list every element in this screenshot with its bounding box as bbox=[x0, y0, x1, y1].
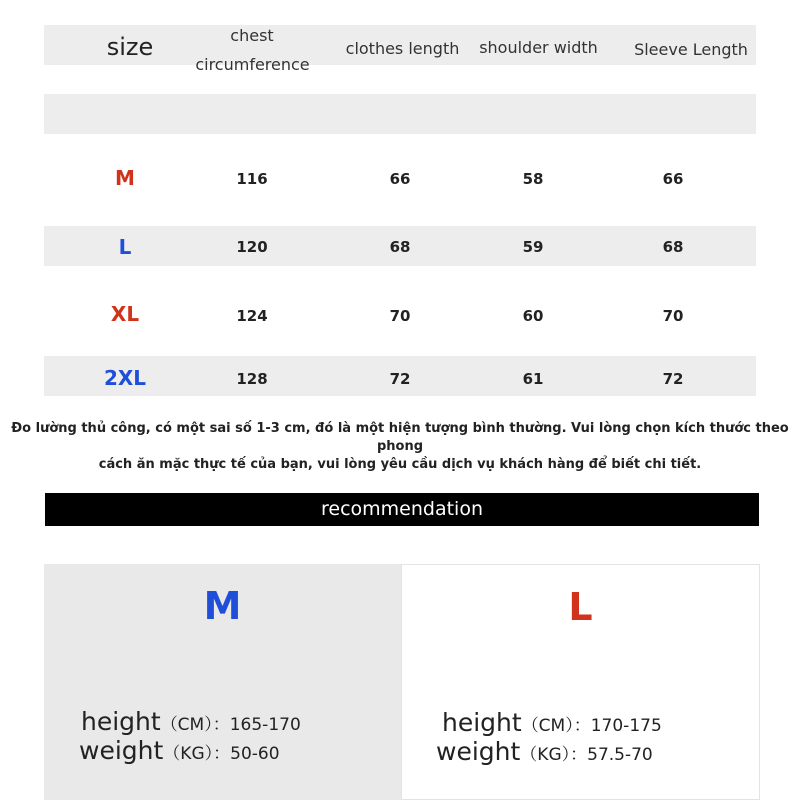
header-chest-line1: chest bbox=[230, 26, 274, 45]
cell-length-xl: 70 bbox=[389, 307, 411, 325]
size-label-xl: XL bbox=[110, 302, 140, 326]
recommendation-card-m bbox=[44, 564, 401, 800]
weight-value: 50-60 bbox=[230, 744, 280, 764]
cell-length-m: 66 bbox=[389, 170, 411, 188]
cell-length-l: 68 bbox=[389, 238, 411, 256]
cell-chest-l: 120 bbox=[236, 238, 268, 256]
card-size-l: L bbox=[568, 585, 593, 629]
height-word: height bbox=[81, 707, 161, 736]
recommendation-title: recommendation bbox=[320, 498, 483, 520]
height-value: 165-170 bbox=[229, 715, 301, 735]
height-unit: （CM）： bbox=[160, 715, 230, 735]
header-shoulder-width: shoulder width bbox=[479, 38, 598, 57]
size-label-2xl: 2XL bbox=[103, 366, 147, 390]
header-sleeve-length: Sleeve Length bbox=[634, 40, 748, 59]
card-size-m: M bbox=[203, 584, 242, 628]
note-line-2: cách ăn mặc thực tế của bạn, vui lòng yêu cầu dịch vụ khách hàng để biết chi tiết. bbox=[98, 457, 702, 472]
cell-sleeve-2xl: 72 bbox=[662, 370, 684, 388]
cell-shoulder-l: 59 bbox=[522, 238, 544, 256]
size-label-m: M bbox=[115, 166, 135, 190]
weight-value: 57.5-70 bbox=[587, 745, 653, 765]
header-size: size bbox=[106, 33, 154, 61]
height-line-m bbox=[81, 707, 301, 736]
cell-sleeve-xl: 70 bbox=[662, 307, 684, 325]
weight-unit: （KG）： bbox=[520, 745, 588, 765]
weight-word: weight bbox=[436, 737, 521, 766]
cell-shoulder-m: 58 bbox=[522, 170, 544, 188]
cell-length-2xl: 72 bbox=[389, 370, 411, 388]
cell-chest-m: 116 bbox=[236, 170, 268, 188]
recommendation-card-l bbox=[401, 564, 760, 800]
cell-shoulder-xl: 60 bbox=[522, 307, 544, 325]
recommendation-header-bar bbox=[45, 493, 759, 526]
height-word: height bbox=[442, 708, 522, 737]
size-label-l: L bbox=[118, 235, 132, 259]
note-line-1: Đo lường thủ công, có một sai số 1-3 cm, đó là một hiện tượng bình thường. Vui lòng chọn kích thước theo phong bbox=[11, 421, 789, 454]
height-line-l bbox=[442, 708, 662, 737]
cell-chest-2xl: 128 bbox=[236, 370, 268, 388]
cell-sleeve-m: 66 bbox=[662, 170, 684, 188]
cell-chest-xl: 124 bbox=[236, 307, 268, 325]
height-value: 170-175 bbox=[590, 716, 662, 736]
weight-line-l bbox=[436, 737, 653, 766]
weight-unit: （KG）： bbox=[163, 744, 231, 764]
cell-shoulder-2xl: 61 bbox=[522, 370, 544, 388]
spacer-row bbox=[44, 94, 756, 134]
weight-line-m bbox=[79, 736, 280, 765]
cell-sleeve-l: 68 bbox=[662, 238, 684, 256]
weight-word: weight bbox=[79, 736, 164, 765]
measurement-note bbox=[0, 420, 800, 474]
header-chest-line2: circumference bbox=[195, 55, 310, 74]
header-clothes-length: clothes length bbox=[345, 39, 460, 58]
height-unit: （CM）： bbox=[521, 716, 591, 736]
